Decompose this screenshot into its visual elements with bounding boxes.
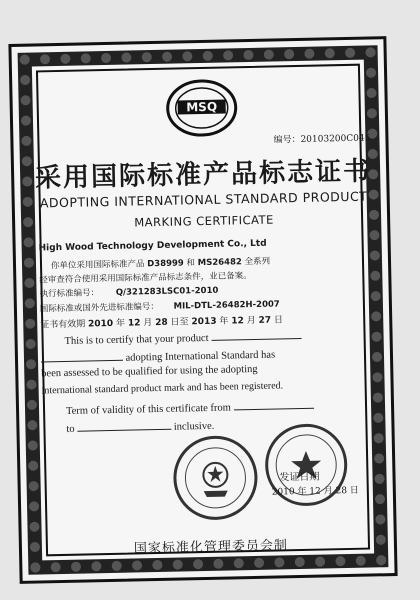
title-english-line1: ADOPTING INTERNATIONAL STANDARD PRODUCT xyxy=(39,188,368,211)
product-code-1: D38999 xyxy=(147,258,184,270)
national-emblem-icon xyxy=(176,438,256,518)
english-para-line3: been assessed to be qualified for using the adopting xyxy=(41,363,258,380)
english-p1-text: This is to certify that your product xyxy=(64,332,209,347)
issuing-authority: 国家标准化管理委员会制 xyxy=(133,538,289,557)
product-suffix: 全系列 xyxy=(244,256,271,268)
intl-standard-value: MIL-DTL-26482H-2007 xyxy=(173,299,280,312)
unit-year: 年 xyxy=(115,318,126,329)
unit-year: 年 xyxy=(219,316,229,327)
blank-standard xyxy=(41,350,123,363)
certificate-content xyxy=(25,54,388,571)
intl-standard-label: 国际标准或国外先进标准编号： xyxy=(39,301,159,315)
validity-label: 证书有效期 xyxy=(40,319,86,331)
english-para-line5 xyxy=(66,398,314,417)
english-para-line1 xyxy=(64,328,301,347)
validity-end-month: 12 xyxy=(231,316,244,327)
validity-to: 日至 xyxy=(170,317,189,328)
english-p5-text: Term of validity of this certificate from xyxy=(65,402,231,417)
validity-start-year: 2010 xyxy=(88,318,114,330)
english-to: to xyxy=(66,423,75,435)
product-code-2: MS26482 xyxy=(197,257,242,269)
logo-text: MSQ xyxy=(186,99,218,115)
english-para-line4: international standard product mark and has been registered. xyxy=(41,380,284,397)
intl-standard-line xyxy=(40,297,280,314)
blank-to xyxy=(77,419,171,432)
issue-date: 2010 年 12 月 28 日 xyxy=(271,485,359,498)
standard-number-value: Q/321283LSC01-2010 xyxy=(115,285,219,298)
serial-number: 编号：20103200C045 xyxy=(273,133,371,146)
english-para-line6 xyxy=(66,418,214,435)
unit-month: 月 xyxy=(246,315,256,327)
blank-from xyxy=(233,398,313,411)
validity-start-day: 28 xyxy=(155,317,168,329)
msq-logo-icon xyxy=(163,77,240,139)
validity-start-month: 12 xyxy=(127,318,141,329)
validity-end-day: 27 xyxy=(258,315,272,326)
review-line: 经审查符合使用采用国际标准产品标志条件，业已备案。 xyxy=(39,271,252,286)
standard-number-line xyxy=(39,284,218,300)
issue-label: 发证日期 xyxy=(279,471,320,484)
title-chinese: 采用国际标准产品标志证书 xyxy=(34,156,372,194)
english-para-line2 xyxy=(41,347,275,366)
product-prefix: 你单位采用国际标准产品 xyxy=(50,259,145,272)
official-seal-left xyxy=(173,435,259,521)
product-and: 和 xyxy=(186,258,196,269)
english-inclusive: inclusive. xyxy=(173,420,215,433)
company-name: High Wood Technology Development Co., Ltd xyxy=(38,238,267,254)
standard-number-label: 执行标准编号： xyxy=(39,288,100,300)
unit-month: 月 xyxy=(143,318,153,329)
validity-end-year: 2013 xyxy=(191,316,217,328)
unit-day: 日 xyxy=(273,315,284,326)
validity-line xyxy=(40,312,283,330)
english-p2-text: adopting International Standard has xyxy=(125,349,276,364)
title-english-line2: MARKING CERTIFICATE xyxy=(134,212,274,230)
blank-product xyxy=(211,328,301,341)
